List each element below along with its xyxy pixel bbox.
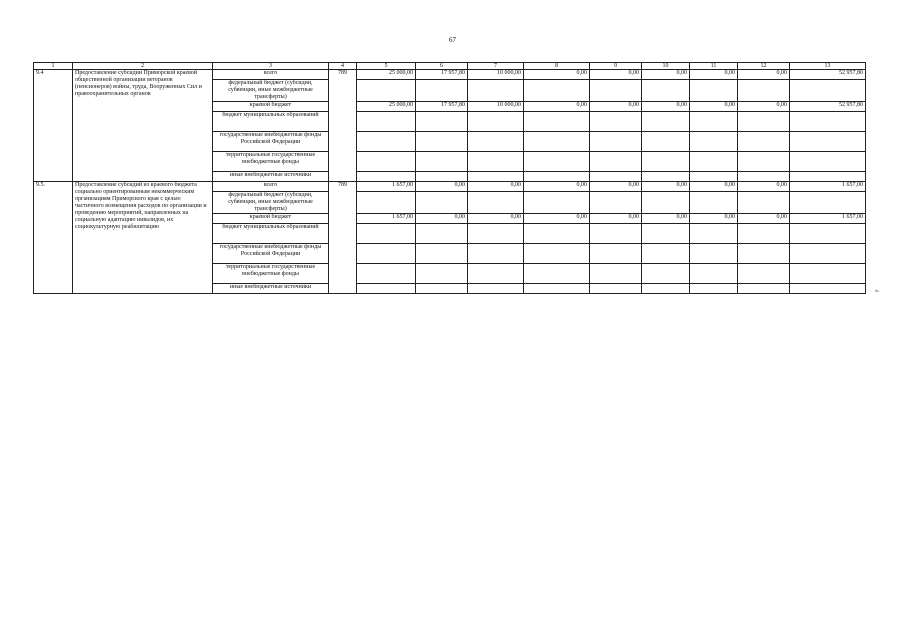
item-title: Предоставление субсидии Приморской краевой общественной организации ветеранов (пенсионеров) войны, труда, Вооруженных Сил и правоохранительных органов bbox=[73, 70, 213, 182]
amount-cell bbox=[416, 80, 468, 102]
funding-source-label: федеральный бюджет (субсидии, субвенции, иные межбюджетные трансферты) bbox=[213, 192, 329, 214]
amount-cell bbox=[416, 284, 468, 294]
amount-cell: 0,00 bbox=[642, 182, 690, 192]
amount-cell bbox=[738, 172, 790, 182]
amount-cell bbox=[642, 264, 690, 284]
amount-cell bbox=[357, 224, 416, 244]
amount-cell bbox=[524, 284, 590, 294]
amount-cell bbox=[357, 192, 416, 214]
amount-cell bbox=[590, 224, 642, 244]
amount-cell bbox=[690, 132, 738, 152]
amount-cell bbox=[524, 192, 590, 214]
amount-cell: 0,00 bbox=[524, 182, 590, 192]
amount-cell bbox=[690, 172, 738, 182]
amount-cell: 0,00 bbox=[738, 70, 790, 80]
amount-cell bbox=[642, 224, 690, 244]
column-header: 13 bbox=[790, 63, 866, 70]
amount-cell bbox=[690, 192, 738, 214]
amount-cell: 0,00 bbox=[590, 182, 642, 192]
amount-cell bbox=[357, 152, 416, 172]
amount-cell: 10 000,00 bbox=[468, 70, 524, 80]
amount-cell bbox=[357, 244, 416, 264]
item-number: 9.4 bbox=[34, 70, 73, 182]
amount-cell: 0,00 bbox=[642, 70, 690, 80]
amount-cell bbox=[642, 80, 690, 102]
column-header: 10 bbox=[642, 63, 690, 70]
amount-cell: 0,00 bbox=[416, 214, 468, 224]
amount-cell bbox=[468, 112, 524, 132]
amount-cell: 0,00 bbox=[468, 182, 524, 192]
amount-cell bbox=[690, 264, 738, 284]
amount-cell bbox=[642, 284, 690, 294]
amount-cell: 0,00 bbox=[690, 182, 738, 192]
amount-cell bbox=[468, 152, 524, 172]
column-header: 4 bbox=[329, 63, 357, 70]
amount-cell: 25 000,00 bbox=[357, 70, 416, 80]
amount-cell bbox=[468, 132, 524, 152]
amount-cell bbox=[738, 224, 790, 244]
amount-cell bbox=[468, 80, 524, 102]
column-header: 6 bbox=[416, 63, 468, 70]
amount-cell bbox=[590, 112, 642, 132]
funding-source-label: территориальные государственные внебюджетные фонды bbox=[213, 152, 329, 172]
amount-cell: 1 657,00 bbox=[357, 182, 416, 192]
table-row bbox=[34, 182, 866, 192]
amount-cell: 1 657,00 bbox=[790, 182, 866, 192]
column-header: 7 bbox=[468, 63, 524, 70]
amount-cell: 0,00 bbox=[524, 102, 590, 112]
amount-cell bbox=[738, 152, 790, 172]
amount-cell bbox=[790, 244, 866, 264]
amount-cell bbox=[357, 284, 416, 294]
column-header: 1 bbox=[34, 63, 73, 70]
column-header: 5 bbox=[357, 63, 416, 70]
budget-table bbox=[33, 62, 866, 294]
amount-cell bbox=[790, 80, 866, 102]
funding-source-label: иные внебюджетные источники bbox=[213, 172, 329, 182]
amount-cell bbox=[590, 80, 642, 102]
amount-cell bbox=[357, 264, 416, 284]
amount-cell: 52 957,80 bbox=[790, 70, 866, 80]
amount-cell bbox=[524, 132, 590, 152]
amount-cell bbox=[416, 264, 468, 284]
funding-source-label: территориальные государственные внебюджетные фонды bbox=[213, 264, 329, 284]
amount-cell bbox=[642, 192, 690, 214]
column-header: 12 bbox=[738, 63, 790, 70]
amount-cell: 0,00 bbox=[590, 102, 642, 112]
amount-cell bbox=[357, 80, 416, 102]
amount-cell bbox=[468, 192, 524, 214]
funding-source-label: бюджет муниципальных образований bbox=[213, 112, 329, 132]
amount-cell: 52 957,80 bbox=[790, 102, 866, 112]
amount-cell bbox=[790, 172, 866, 182]
amount-cell bbox=[642, 244, 690, 264]
amount-cell: 0,00 bbox=[524, 70, 590, 80]
amount-cell: 25 000,00 bbox=[357, 102, 416, 112]
amount-cell bbox=[590, 132, 642, 152]
amount-cell: 1 657,00 bbox=[790, 214, 866, 224]
funding-source-label: федеральный бюджет (субсидии, субвенции, иные межбюджетные трансферты) bbox=[213, 80, 329, 102]
amount-cell bbox=[416, 172, 468, 182]
amount-cell bbox=[590, 192, 642, 214]
amount-cell bbox=[790, 112, 866, 132]
amount-cell bbox=[468, 224, 524, 244]
funding-source-label: всего bbox=[213, 182, 329, 192]
amount-cell bbox=[790, 284, 866, 294]
amount-cell bbox=[357, 172, 416, 182]
amount-cell bbox=[690, 80, 738, 102]
amount-cell bbox=[642, 132, 690, 152]
amount-cell: 0,00 bbox=[690, 214, 738, 224]
amount-cell bbox=[416, 224, 468, 244]
amount-cell bbox=[690, 284, 738, 294]
department-code: 789 bbox=[329, 70, 357, 182]
funding-source-label: иные внебюджетные источники bbox=[213, 284, 329, 294]
amount-cell bbox=[738, 132, 790, 152]
funding-source-label: краевой бюджет bbox=[213, 102, 329, 112]
funding-source-label: всего bbox=[213, 70, 329, 80]
funding-source-label: государственные внебюджетные фонды Российской Федерации bbox=[213, 244, 329, 264]
amount-cell bbox=[468, 264, 524, 284]
amount-cell bbox=[524, 152, 590, 172]
amount-cell: 0,00 bbox=[738, 182, 790, 192]
item-number: 9.5. bbox=[34, 182, 73, 294]
amount-cell bbox=[642, 152, 690, 172]
amount-cell bbox=[738, 192, 790, 214]
amount-cell bbox=[738, 112, 790, 132]
amount-cell bbox=[690, 152, 738, 172]
column-header: 9 bbox=[590, 63, 642, 70]
amount-cell bbox=[524, 264, 590, 284]
amount-cell bbox=[790, 264, 866, 284]
amount-cell bbox=[416, 152, 468, 172]
amount-cell bbox=[642, 112, 690, 132]
amount-cell bbox=[738, 284, 790, 294]
amount-cell bbox=[416, 132, 468, 152]
amount-cell bbox=[790, 224, 866, 244]
amount-cell bbox=[738, 244, 790, 264]
amount-cell bbox=[416, 244, 468, 264]
amount-cell bbox=[416, 192, 468, 214]
amount-cell: 0,00 bbox=[738, 102, 790, 112]
amount-cell: 17 957,80 bbox=[416, 102, 468, 112]
page-number: 67 bbox=[449, 36, 456, 44]
amount-cell bbox=[524, 112, 590, 132]
amount-cell: 0,00 bbox=[690, 102, 738, 112]
amount-cell bbox=[357, 112, 416, 132]
amount-cell: 0,00 bbox=[416, 182, 468, 192]
amount-cell bbox=[590, 172, 642, 182]
amount-cell: 0,00 bbox=[468, 214, 524, 224]
table-row bbox=[34, 70, 866, 80]
funding-source-label: государственные внебюджетные фонды Российской Федерации bbox=[213, 132, 329, 152]
header-row bbox=[34, 63, 866, 70]
amount-cell bbox=[590, 284, 642, 294]
amount-cell bbox=[690, 244, 738, 264]
amount-cell: 0,00 bbox=[590, 70, 642, 80]
amount-cell bbox=[524, 244, 590, 264]
amount-cell: 1 657,00 bbox=[357, 214, 416, 224]
amount-cell bbox=[738, 264, 790, 284]
amount-cell: 17 957,80 bbox=[416, 70, 468, 80]
column-header: 3 bbox=[213, 63, 329, 70]
funding-source-label: краевой бюджет bbox=[213, 214, 329, 224]
closing-quote-mark: ». bbox=[875, 288, 880, 294]
amount-cell bbox=[690, 224, 738, 244]
amount-cell bbox=[468, 284, 524, 294]
amount-cell bbox=[642, 172, 690, 182]
amount-cell bbox=[416, 112, 468, 132]
amount-cell: 0,00 bbox=[738, 214, 790, 224]
amount-cell bbox=[524, 172, 590, 182]
item-title: Предоставление субсидий из краевого бюджета социально ориентированным некоммерческим организациям Приморского края с целью частичного возмещения расходов по организации и проведению мероприятий, направленных на социальную адаптацию инвалидов, их социокультурную реабилитацию bbox=[73, 182, 213, 294]
amount-cell bbox=[690, 112, 738, 132]
amount-cell bbox=[790, 152, 866, 172]
column-header: 2 bbox=[73, 63, 213, 70]
amount-cell: 0,00 bbox=[642, 214, 690, 224]
department-code: 789 bbox=[329, 182, 357, 294]
amount-cell bbox=[738, 80, 790, 102]
column-header: 8 bbox=[524, 63, 590, 70]
amount-cell: 0,00 bbox=[690, 70, 738, 80]
amount-cell bbox=[590, 264, 642, 284]
amount-cell bbox=[790, 192, 866, 214]
amount-cell bbox=[468, 244, 524, 264]
amount-cell bbox=[790, 132, 866, 152]
amount-cell bbox=[524, 224, 590, 244]
amount-cell bbox=[590, 244, 642, 264]
amount-cell: 10 000,00 bbox=[468, 102, 524, 112]
funding-source-label: бюджет муниципальных образований bbox=[213, 224, 329, 244]
amount-cell bbox=[524, 80, 590, 102]
amount-cell bbox=[590, 152, 642, 172]
amount-cell bbox=[468, 172, 524, 182]
column-header: 11 bbox=[690, 63, 738, 70]
amount-cell: 0,00 bbox=[590, 214, 642, 224]
amount-cell: 0,00 bbox=[524, 214, 590, 224]
amount-cell: 0,00 bbox=[642, 102, 690, 112]
amount-cell bbox=[357, 132, 416, 152]
